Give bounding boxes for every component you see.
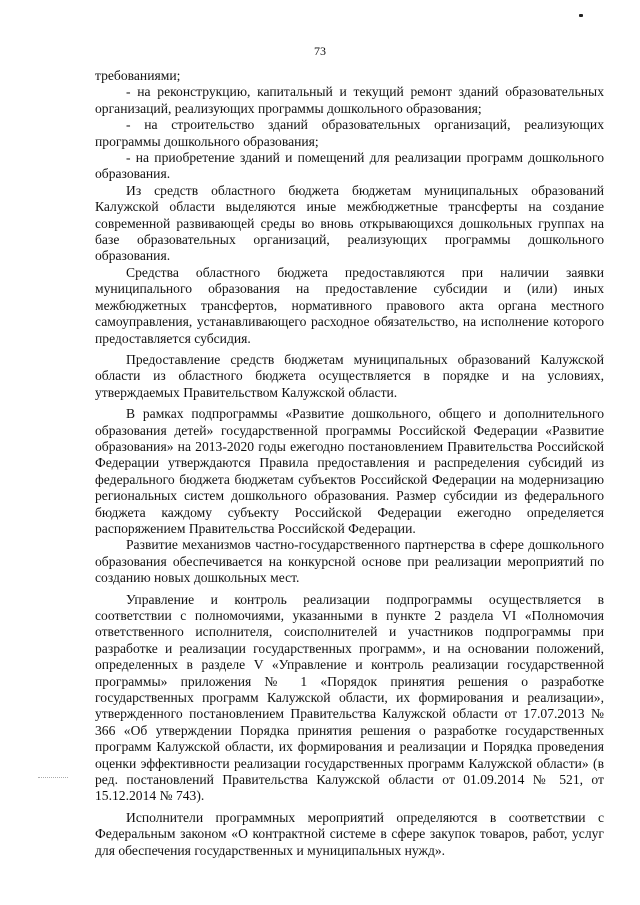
document-body <box>95 68 604 859</box>
paragraph-continuation: требованиями; <box>95 68 181 83</box>
list-item-construction: - на строительство зданий образовательных организаций, реализующих программы дошкольного образования; <box>95 117 604 149</box>
margin-dots <box>38 777 68 780</box>
list-item-acquisition: - на приобретение зданий и помещений для реализации программ дошкольного образования. <box>95 150 604 182</box>
page-number: 73 <box>314 44 326 58</box>
paragraph-funding-conditions: Средства областного бюджета предоставляются при наличии заявки муниципального образования на предоставление субсидии и (или) иных межбюджетных трансфертов, нормативного правового акта органа местного самоуправления, устанавливающего расходное обязательство, на исполнение которого предоставляется субсидия. <box>95 264 604 346</box>
paragraph-management-control: Управление и контроль реализации подпрограммы осуществляется в соответствии с полномочиями, указанными в пункте 2 раздела VI «Полномочия ответственного исполнителя, соисполнителей и участников подпрограммы при разработке и реализации государственных программ», и на основании положений, определенных в разделе V «Управление и контроль реализации государственной программы» приложения № 1 «Порядок принятия решения о разработке государственных программ Калужской области, их формирования и реализации», утвержденного постановлением Правительства Калужской области от 17.07.2013 № 366 «Об утверждении Порядка принятия решения о разработке государственных программ Калужской области, их формирования и реализации и Порядка проведения оценки эффективности реализации государственных программ Калужской области» (в ред. постановлений Правительства Калужской области от 01.09.2014 № 521, от 15.12.2014 № 743). <box>95 591 604 804</box>
paragraph-federal-subsidies: В рамках подпрограммы «Развитие дошкольного, общего и дополнительного образования детей» государственной программы Российской Федерации «Развитие образования» на 2013-2020 годы ежегодно постановлением Правительства Российской Федерации утверждаются Правила предоставления и распределения субсидий из федерального бюджета бюджетам субъектов Российской Федерации на модернизацию региональных систем дошкольного образования. Размер субсидии из федерального бюджета каждому субъекту Российской Федерации ежегодно определяется распоряжением Правительства Российской Федерации. <box>95 406 604 536</box>
paragraph-executors: Исполнители программных мероприятий определяются в соответствии с Федеральным законом «О контрактной системе в сфере закупок товаров, работ, услуг для обеспечения государственных и муниципальных нужд». <box>95 809 604 858</box>
list-item-reconstruction: - на реконструкцию, капитальный и текущий ремонт зданий образовательных организаций, реализующих программы дошкольного образования; <box>95 84 604 116</box>
paragraph-partnership: Развитие механизмов частно-государственного партнерства в сфере дошкольного образования обеспечивается на конкурсной основе при реализации мероприятий по созданию новых дошкольных мест. <box>95 537 604 586</box>
paragraph-regional-transfers: Из средств областного бюджета бюджетам муниципальных образований Калужской области выделяются иные межбюджетные трансферты на создание современной развивающей среды во вновь открывающихся дошкольных группах на базе образовательных организаций, реализующих программы дошкольного образования. <box>95 182 604 264</box>
paragraph-funding-procedure: Предоставление средств бюджетам муниципальных образований Калужской области из областного бюджета осуществляется в порядке и на условиях, утверждаемых Правительством Калужской области. <box>95 351 604 400</box>
scan-mark <box>579 14 583 17</box>
